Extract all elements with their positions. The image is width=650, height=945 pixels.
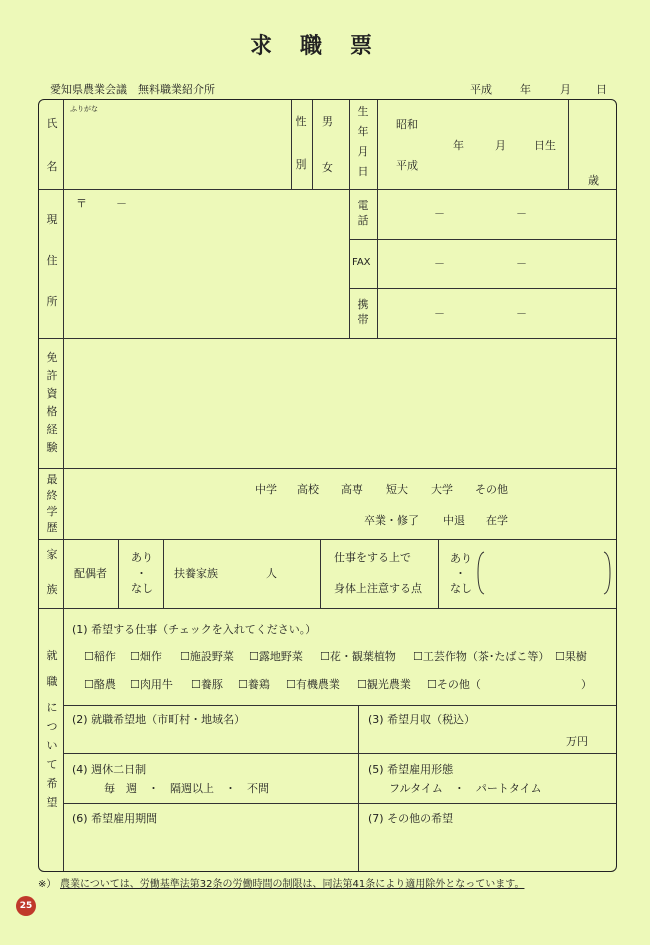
divider: [568, 100, 569, 189]
fax-label: FAX: [352, 257, 371, 268]
date-day-label: 日: [596, 83, 607, 96]
education-level-junior-college[interactable]: 短大: [386, 483, 408, 496]
job-checkbox-pig-farming[interactable]: ☐養豚: [191, 678, 223, 691]
dependents-label: 扶養家族: [174, 567, 218, 580]
footnote-mark: ※）: [38, 879, 57, 890]
divider: [377, 100, 378, 338]
date-year-label: 年: [520, 83, 531, 96]
license-label: 免 許 資 格 経 験: [46, 351, 58, 454]
organization-name: 愛知県農業会議 無料職業紹介所: [50, 83, 215, 96]
divider: [118, 539, 119, 608]
job-checkbox-field-crops[interactable]: ☐畑作: [130, 650, 162, 663]
education-status-withdrew[interactable]: 中退: [443, 514, 465, 527]
mobile-dash-2: －: [516, 307, 527, 320]
education-level-other[interactable]: その他: [475, 483, 508, 496]
divider: [312, 100, 313, 189]
family-label: 家 族: [46, 548, 58, 596]
desired-salary-label: (3) 希望月収（税込）: [368, 713, 476, 726]
job-checkbox-organic[interactable]: ☐有機農業: [286, 678, 340, 691]
job-wish-label: 就 職 に つ い て 希 望: [46, 649, 58, 809]
sex-option-male[interactable]: 男: [322, 115, 333, 128]
postal-mark: 〒: [76, 197, 87, 210]
birth-month-label: 月: [495, 139, 506, 152]
divider: [320, 539, 321, 608]
date-era: 平成: [470, 83, 492, 96]
birth-day-label: 日生: [534, 139, 556, 152]
footnote-text: 農業については、労働基準法第32条の労働時間の制限は、同法第41条により適用除外となっています。: [60, 879, 525, 890]
health-note-bracket[interactable]: [476, 550, 612, 596]
job-checkbox-industrial-crops[interactable]: ☐工芸作物（茶･たばこ等）: [413, 650, 550, 663]
health-note-label-line1: 仕事をする上で: [334, 551, 411, 564]
spouse-label: 配偶者: [74, 567, 107, 580]
other-paren-close: ）: [581, 678, 592, 691]
job-checkbox-other[interactable]: ☐その他（: [427, 678, 481, 691]
divider: [39, 608, 616, 609]
phone-field[interactable]: [380, 192, 614, 236]
education-level-technical-college[interactable]: 高専: [341, 483, 363, 496]
divider: [163, 539, 164, 608]
date-month-label: 月: [560, 83, 571, 96]
mobile-label: 携 帯: [357, 298, 369, 326]
address-label: 現 住 所: [46, 213, 58, 308]
divider: [39, 468, 616, 469]
desired-salary-field[interactable]: [368, 730, 558, 750]
mobile-dash-1: －: [434, 307, 445, 320]
job-checkbox-fruit-trees[interactable]: ☐果樹: [555, 650, 587, 663]
birth-era-heisei[interactable]: 平成: [396, 159, 418, 172]
dependents-unit: 人: [266, 567, 277, 580]
weekly-holiday-options[interactable]: 毎 週 ・ 隔週以上 ・ 不問: [104, 782, 269, 795]
spouse-option-no[interactable]: なし: [131, 582, 153, 595]
job-checkbox-greenhouse-vegetables[interactable]: ☐施設野菜: [180, 650, 234, 663]
fax-field[interactable]: [380, 242, 614, 286]
birth-year-label: 年: [453, 139, 464, 152]
name-label: 氏 名: [46, 117, 58, 173]
sex-label: 性 別: [295, 115, 307, 171]
education-level-university[interactable]: 大学: [431, 483, 453, 496]
divider: [63, 705, 616, 706]
label-column-line: [63, 100, 64, 871]
education-status-enrolled[interactable]: 在学: [486, 514, 508, 527]
divider: [438, 539, 439, 608]
salary-unit: 万円: [566, 735, 588, 748]
furigana-label: ふりがな: [70, 105, 98, 113]
age-label: 歳: [588, 174, 599, 187]
job-checkbox-rice[interactable]: ☐稲作: [84, 650, 116, 663]
divider: [63, 803, 616, 804]
page-number-badge: 25: [16, 896, 36, 916]
phone-label: 電 話: [357, 199, 369, 227]
name-field[interactable]: [66, 120, 288, 186]
separator-dot: ・: [136, 567, 147, 580]
other-wishes-label: (7) その他の希望: [368, 812, 454, 825]
job-checkbox-outdoor-vegetables[interactable]: ☐露地野菜: [249, 650, 303, 663]
divider: [358, 705, 359, 871]
divider: [349, 100, 350, 338]
address-field[interactable]: [66, 212, 346, 334]
job-checkbox-beef-cattle[interactable]: ☐肉用牛: [130, 678, 173, 691]
page-title: 求職票: [249, 34, 400, 59]
license-field[interactable]: [66, 341, 614, 465]
education-level-high-school[interactable]: 高校: [297, 483, 319, 496]
sex-option-female[interactable]: 女: [322, 161, 333, 174]
divider: [39, 338, 616, 339]
health-note-label-line2: 身体上注意する点: [334, 582, 422, 595]
postal-dash: －: [116, 197, 127, 210]
desired-location-label: (2) 就職希望地（市町村・地域名）: [72, 713, 246, 726]
job-checkbox-tourism-farming[interactable]: ☐観光農業: [357, 678, 411, 691]
mobile-field[interactable]: [380, 291, 614, 335]
fax-dash-1: －: [434, 257, 445, 270]
desired-work-heading: (1) 希望する仕事（チェックを入れてください。）: [72, 623, 317, 636]
employment-period-field[interactable]: [66, 828, 354, 868]
fax-dash-2: －: [516, 257, 527, 270]
education-label: 最 終 学 歴: [46, 473, 58, 534]
job-checkbox-flowers[interactable]: ☐花・観葉植物: [320, 650, 396, 663]
employment-type-label: (5) 希望雇用形態: [368, 763, 454, 776]
birthdate-label: 生 年 月 日: [357, 105, 369, 178]
health-option-yes[interactable]: あり: [450, 552, 472, 565]
divider: [63, 753, 616, 754]
divider: [349, 288, 616, 289]
phone-dash-1: －: [434, 207, 445, 220]
divider: [349, 239, 616, 240]
health-option-no[interactable]: なし: [450, 582, 472, 595]
divider: [291, 100, 292, 189]
spouse-option-yes[interactable]: あり: [131, 551, 153, 564]
divider: [39, 189, 616, 190]
desired-location-field[interactable]: [66, 730, 354, 750]
employment-period-label: (6) 希望雇用期間: [72, 812, 158, 825]
phone-dash-2: －: [516, 207, 527, 220]
job-checkbox-dairy[interactable]: ☐酪農: [84, 678, 116, 691]
employment-type-options[interactable]: フルタイム ・ パートタイム: [389, 782, 542, 795]
job-checkbox-poultry[interactable]: ☐養鶏: [238, 678, 270, 691]
education-level-junior-high[interactable]: 中学: [255, 483, 277, 496]
divider: [39, 539, 616, 540]
education-status-graduated[interactable]: 卒業・修了: [364, 514, 419, 527]
other-wishes-field[interactable]: [368, 828, 612, 868]
weekly-holiday-label: (4) 週休二日制: [72, 763, 147, 776]
separator-dot: ・: [455, 567, 466, 580]
birth-era-showa[interactable]: 昭和: [396, 118, 418, 131]
